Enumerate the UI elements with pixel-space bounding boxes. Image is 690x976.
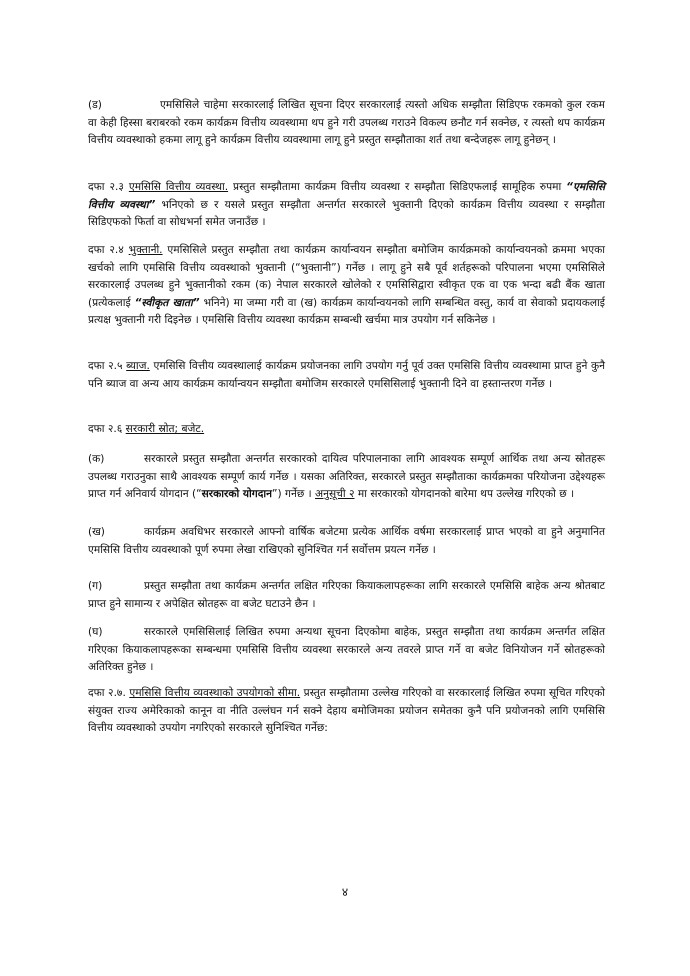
paragraph-text: कार्यक्रम अवधिभर सरकारले आफ्नो वार्षिक बजेटमा प्रत्येक आर्थिक वर्षमा सरकारलाई प्राप्त भएको वा हुने अनुमानित एमसिसि वित्तीय व्यवस्थाको पूर्ण रुपमा लेखा राखिएको सुनिश्चित गर्न सर्वोत्तम प्रयत्न गर्नेछ । — [88, 526, 605, 556]
section-number: दफा २.७. — [88, 687, 130, 699]
paragraph-label: (क) — [88, 453, 105, 465]
paragraph-text: प्रस्तुत सम्झौता तथा कार्यक्रम अन्तर्गत लक्षित गरिएका कियाकलापहरूका लागि सरकारले एमसिसि बाहेक अन्य श्रोतबाट प्राप्त हुने सामान्य र अपेक्षित स्रोतहरू वा बजेट घटाउने छैन । — [88, 580, 605, 610]
paragraph-text: एमसिसिले चाहेमा सरकारलाई लिखित सूचना दिएर सरकारलाई त्यस्तो अधिक सम्झौता सिडिएफ रकमको कुल रकम वा केही हिस्सा बराबरको रकम कार्यक्रम वित्तीय व्यवस्थामा थप हुने गरी उपलब्ध गराउने विकल्प छनौट गर्न सक्नेछ, र त्यस्तो थप कार्यक्रम वित्तीय व्यवस्थाको हकमा लागू हुने कार्यक्रम वित्तीय व्यवस्थामा लागू हुने प्रस्तुत सम्झौताका शर्त तथा बन्देजहरू लागू हुनेछन् । — [88, 99, 605, 146]
section-2-3 — [88, 179, 605, 232]
section-2-6 — [88, 421, 605, 439]
section-text: प्रस्तुत सम्झौतामा उल्लेख गरिएको वा सरकारलाई लिखित रुपमा सूचित गरिएको संयुक्त राज्य अमेरिकाको कानून वा नीति उल्लंघन गर्न सक्ने देहाय बमोजिमका प्रयोजन समेतका कुनै पनि प्रयोजनको लागि एमसिसि वित्तीय व्यवस्थाको उपयोग नगरिएको सरकारले सुनिश्चित गर्नेछ: — [88, 687, 605, 734]
section-2-7 — [88, 685, 605, 738]
paragraph-ga — [88, 578, 605, 613]
section-heading: एमसिसि वित्तीय व्यवस्थाको उपयोगको सीमा. — [129, 687, 301, 699]
paragraph-gha — [88, 624, 605, 677]
section-2-5 — [88, 358, 605, 393]
section-text: भनिने) मा जम्मा गरी वा (ख) कार्यक्रम कार्यान्वयनको लागि सम्बन्धित वस्तु, कार्य वा सेवाको प्रदायकलाई प्रत्यक्ष भुक्तानी गरी दिइनेछ । एमसिसि वित्तीय व्यवस्था कार्यक्रम सम्बन्धी खर्चमा मात्र उपयोग गर्न सकिनेछ । — [88, 296, 605, 326]
paragraph-label: (ख) — [88, 526, 105, 538]
section-number: दफा २.६ — [88, 423, 126, 435]
paragraph-kha — [88, 524, 605, 559]
section-heading: ब्याज. — [126, 360, 150, 372]
defined-term: “एमसिसि वित्तीय व्यवस्था” — [88, 181, 605, 211]
section-text: एमसिसिले प्रस्तुत सम्झौता तथा कार्यक्रम कार्यान्वयन सम्झौता बमोजिम कार्यक्रमको कार्यान्वयनको क्रममा भएका खर्चको लागि एमसिसि वित्तीय व्यवस्थाको भुक्तानी (“भुक्तानी”) गर्नेछ । लागू हुने सबै पूर्व शर्तहरूको परिपालना भएमा एमसिसिले सरकारलाई उपलब्ध हुने भुक्तानीको रकम (क) नेपाल सरकारले खोलेको र एमसिसिद्वारा स्वीकृत एक वा एक भन्दा बढी बैंक खाता (प्रत्येकलाई — [88, 244, 605, 309]
paragraph-text: ”) गर्नेछ । — [272, 488, 316, 500]
page-number: ४ — [341, 885, 349, 899]
section-text: प्रस्तुत सम्झौतामा कार्यक्रम वित्तीय व्यवस्था र सम्झौता सिडिएफलाई सामूहिक रुपमा — [228, 181, 567, 193]
section-text: भनिएको छ र यसले प्रस्तुत सम्झौता अन्तर्गत सरकारले भुक्तानी दिएको कार्यक्रम वित्तीय व्यवस्था र सम्झौता सिडिएफको फिर्ता वा सोधभर्ना समेत जनाउँछ । — [88, 198, 605, 228]
defined-term: सरकारको योगदान — [201, 488, 272, 500]
paragraph-ka — [88, 451, 605, 504]
paragraph-label: (घ) — [88, 626, 103, 638]
paragraph-label: (ग) — [88, 580, 103, 592]
section-2-4 — [88, 242, 605, 330]
section-heading: सरकारी स्रोत; बजेट. — [125, 423, 205, 435]
section-number: दफा २.४ — [88, 244, 129, 256]
defined-term: “स्वीकृत खाता” — [134, 296, 200, 309]
section-heading: भुक्तानी. — [128, 244, 163, 256]
section-heading: एमसिसि वित्तीय व्यवस्था. — [128, 181, 229, 193]
paragraph-d — [88, 97, 605, 150]
paragraph-text: मा सरकारको योगदानको बारेमा थप उल्लेख गरिएको छ । — [354, 488, 575, 500]
section-text: एमसिसि वित्तीय व्यवस्थालाई कार्यक्रम प्रयोजनका लागि उपयोग गर्नु पूर्व उक्त एमसिसि वित्तीय व्यवस्थामा प्राप्त हुने कुनै पनि ब्याज वा अन्य आय कार्यक्रम कार्यान्वयन सम्झौता बमोजिम सरकारले एमसिसिलाई भुक्तानी दिने वा हस्तान्तरण गर्नेछ । — [88, 360, 605, 390]
section-number: दफा २.५ — [88, 360, 127, 372]
section-number: दफा २.३ — [88, 181, 129, 193]
paragraph-text: सरकारले प्रस्तुत सम्झौता अन्तर्गत सरकारको दायित्व परिपालनाका लागि आवश्यक सम्पूर्ण आर्थिक तथा अन्य स्रोतहरू उपलब्ध गराउनुका साथै आवश्यक सम्पूर्ण कार्य गर्नेछ । यसका अतिरिक्त, सरकारले प्रस्तुत सम्झौताका कार्यक्रमका परियोजना उद्देश्यहरू प्राप्त गर्न अनिवार्य योगदान (“ — [88, 453, 605, 500]
annex-reference: अनुसूची २ — [315, 488, 355, 500]
paragraph-text: सरकारले एमसिसिलाई लिखित रुपमा अन्यथा सूचना दिएकोमा बाहेक, प्रस्तुत सम्झौता तथा कार्यक्रम अन्तर्गत लक्षित गरिएका कियाकलापहरूका सम्बन्धमा एमसिसि वित्तीय व्यवस्था सरकारले अन्य तवरले प्राप्त गर्ने वा बजेट विनियोजन गर्ने स्रोतहरूको अतिरिक्त हुनेछ । — [88, 626, 605, 673]
paragraph-label: (ड) — [88, 99, 102, 111]
